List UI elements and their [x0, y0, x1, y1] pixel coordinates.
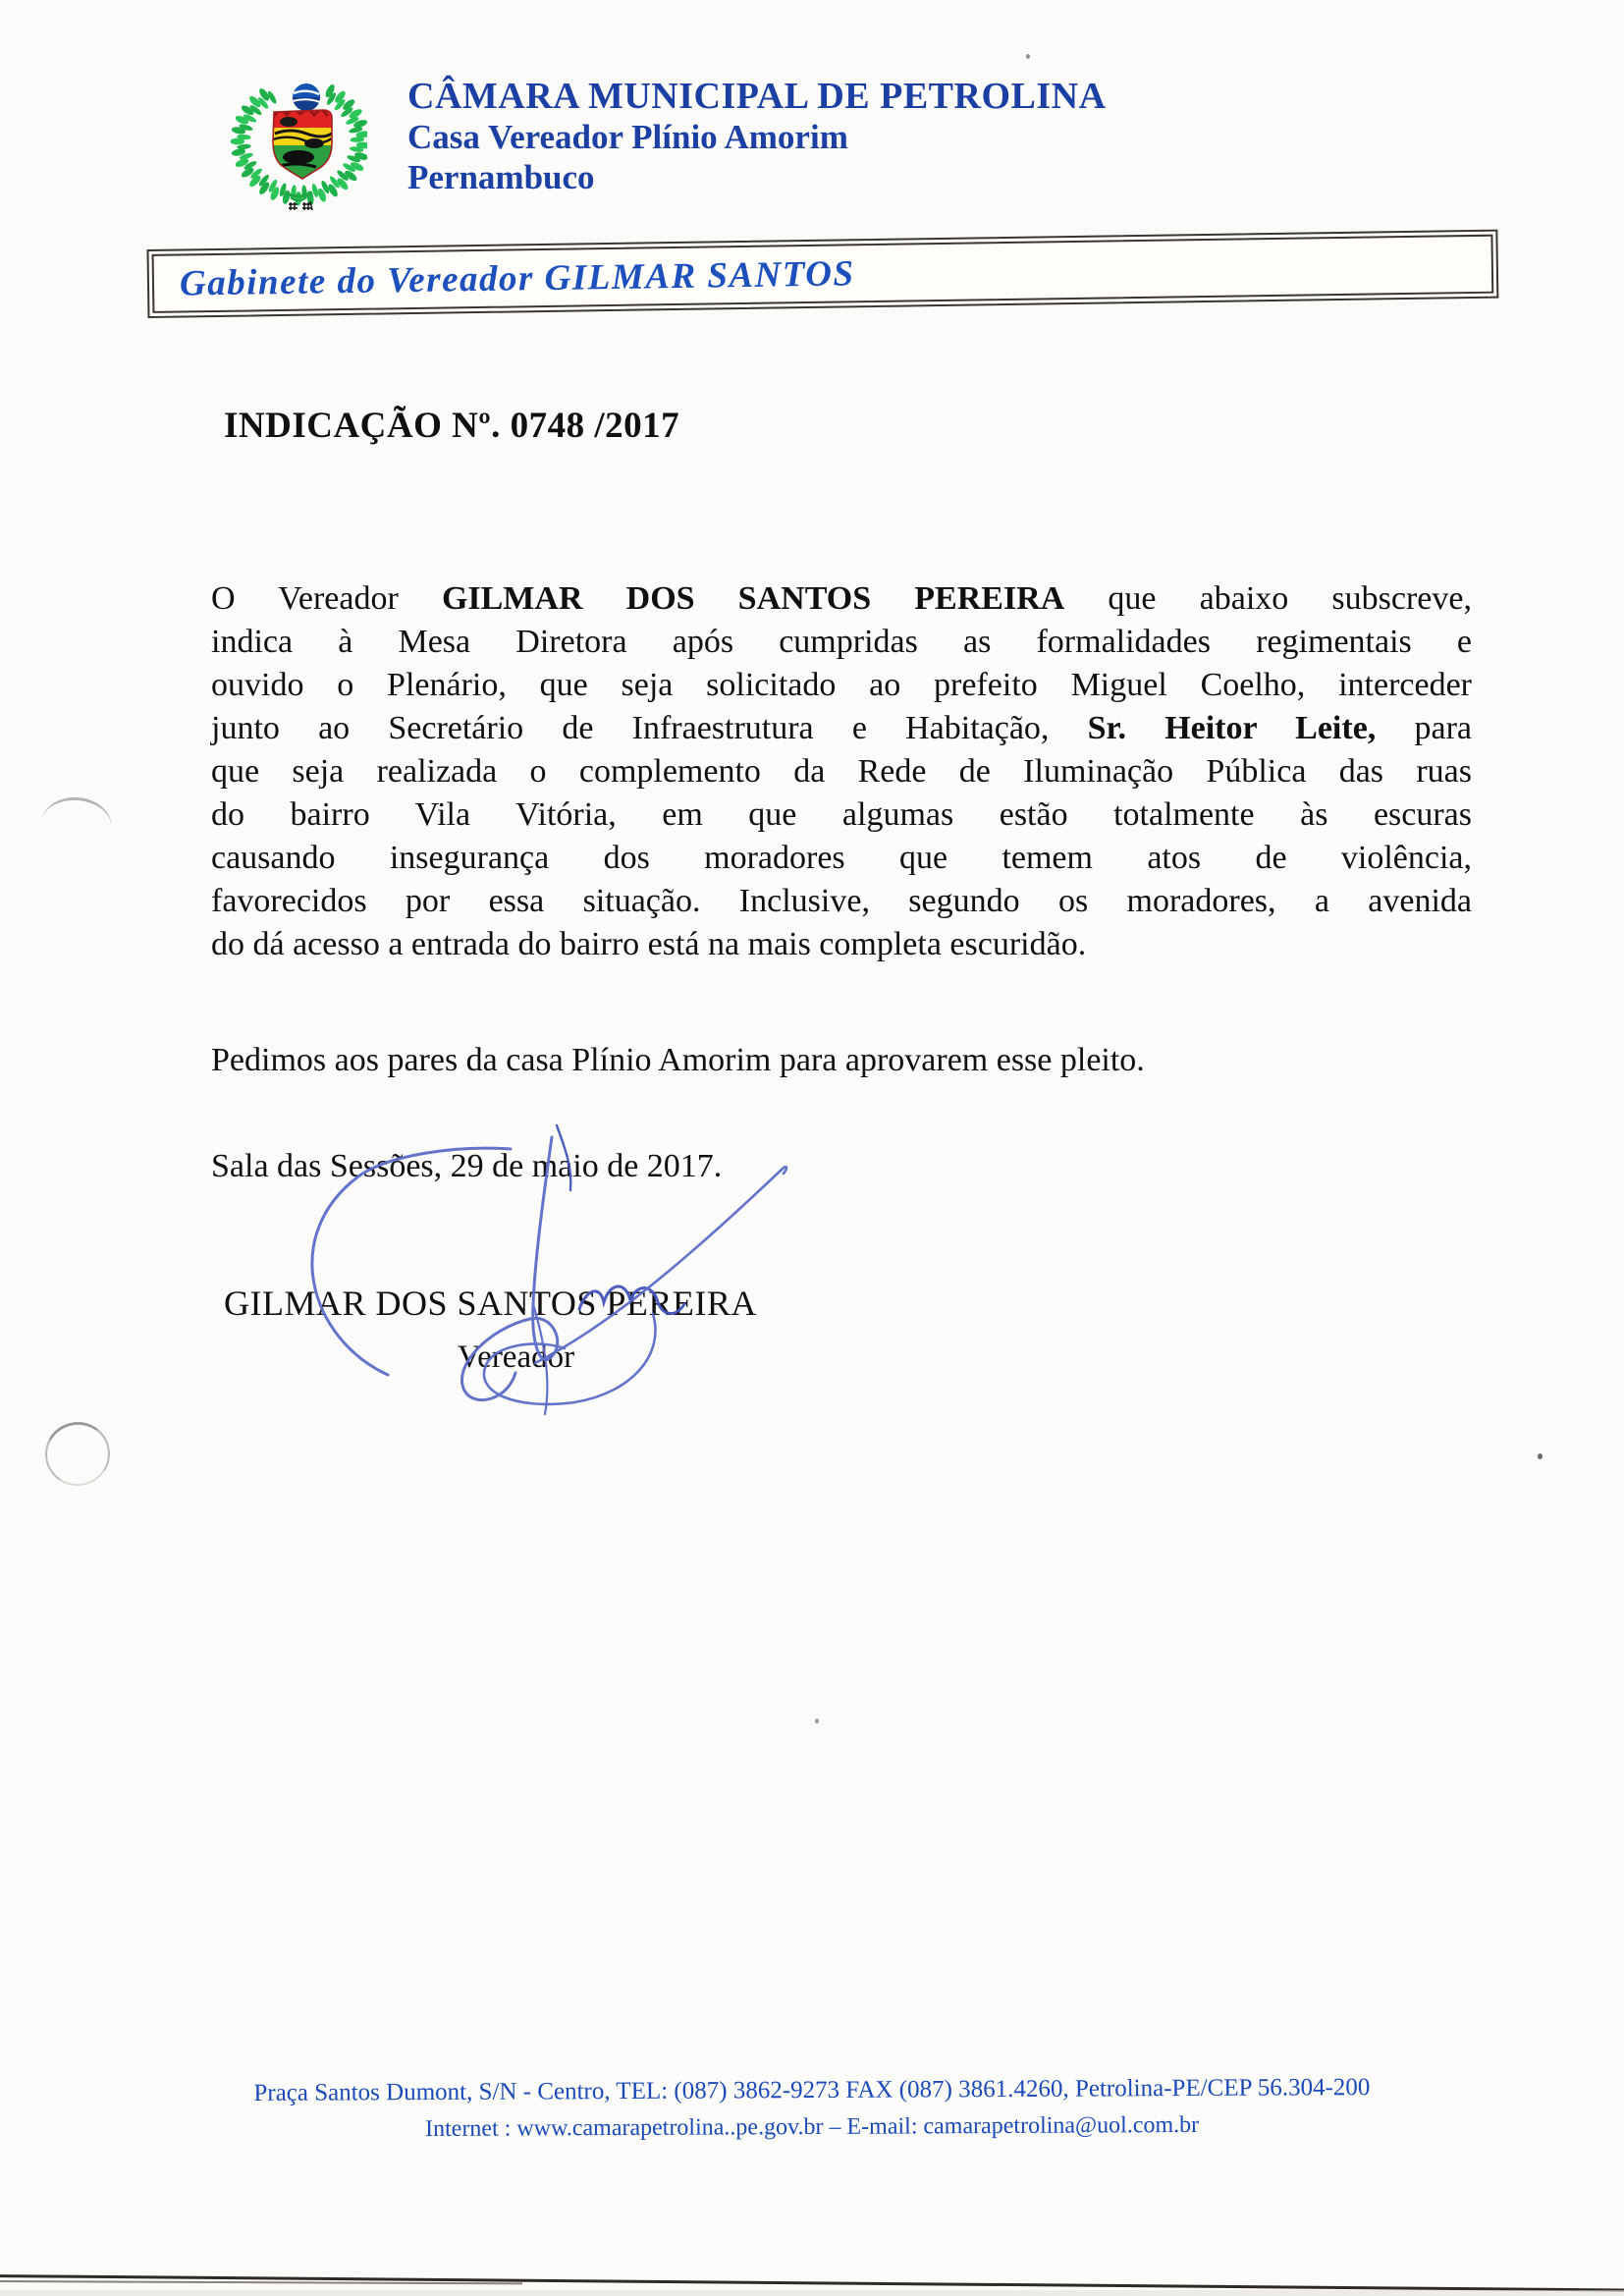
- signer-role: Vereador: [458, 1339, 575, 1375]
- globe-icon: [293, 83, 320, 111]
- body-line: do dá acesso a entrada do bairro está na mais completa escuridão.: [211, 926, 1087, 962]
- body-line: que seja realizada o complemento da Rede de Iluminação Pública das ruas: [211, 753, 1472, 790]
- scan-artifact-arc: [39, 1416, 116, 1492]
- office-banner-box: [146, 230, 1498, 318]
- org-house-name: Casa Vereador Plínio Amorim: [407, 118, 848, 157]
- body-line: do bairro Vila Vitória, em que algumas estão totalmente às escuras: [211, 796, 1472, 833]
- body-line: junto ao Secretário de Infraestrutura e Habitação, Sr. Heitor Leite, para: [211, 710, 1472, 746]
- handwritten-signature: [241, 1108, 810, 1422]
- document-title: INDICAÇÃO Nº. 0748 /2017: [224, 406, 680, 446]
- scan-speck: [815, 1719, 819, 1723]
- body-line: O Vereador GILMAR DOS SANTOS PEREIRA que abaixo subscreve,: [211, 580, 1472, 617]
- signer-name: GILMAR DOS SANTOS PEREIRA: [224, 1284, 757, 1323]
- scan-speck: [1538, 1453, 1543, 1459]
- org-state: Pernambuco: [407, 157, 595, 196]
- municipal-coat-of-arms-logo: [230, 79, 367, 214]
- body-line: ouvido o Plenário, que seja solicitado ao prefeito Miguel Coelho, interceder: [211, 667, 1472, 703]
- scan-edge-shadow: [0, 2290, 1624, 2296]
- scan-speck: [1026, 54, 1030, 59]
- org-name: CÂMARA MUNICIPAL DE PETROLINA: [407, 76, 1107, 117]
- shield: [269, 104, 338, 181]
- body-line: indica à Mesa Diretora após cumpridas as formalidades regimentais e: [211, 624, 1472, 660]
- scan-artifact-arc: [38, 793, 115, 856]
- footer-contact-line: Internet : www.camarapetrolina..pe.gov.br – E-mail: camarapetrolina@uol.com.br: [425, 2111, 1200, 2143]
- letterhead: [407, 75, 1107, 197]
- dateline: Sala das Sessões, 29 de maio de 2017.: [211, 1148, 723, 1184]
- footer-address-block: [0, 2068, 1624, 2150]
- office-banner-text: Gabinete do Vereador GILMAR SANTOS: [179, 252, 855, 304]
- body-line: favorecidos por essa situação. Inclusive, segundo os moradores, a avenida: [211, 883, 1472, 919]
- footer-address-line: Praça Santos Dumont, S/N - Centro, TEL: (087) 3862-9273 FAX (087) 3861.4260, Petrolina-PE/CEP 56.304-200: [253, 2074, 1371, 2106]
- body-paragraph-2: Pedimos aos pares da casa Plínio Amorim para aprovarem esse pleito.: [211, 1042, 1145, 1078]
- body-paragraph-1: [211, 577, 1472, 966]
- body-line: causando insegurança dos moradores que temem atos de violência,: [211, 840, 1472, 876]
